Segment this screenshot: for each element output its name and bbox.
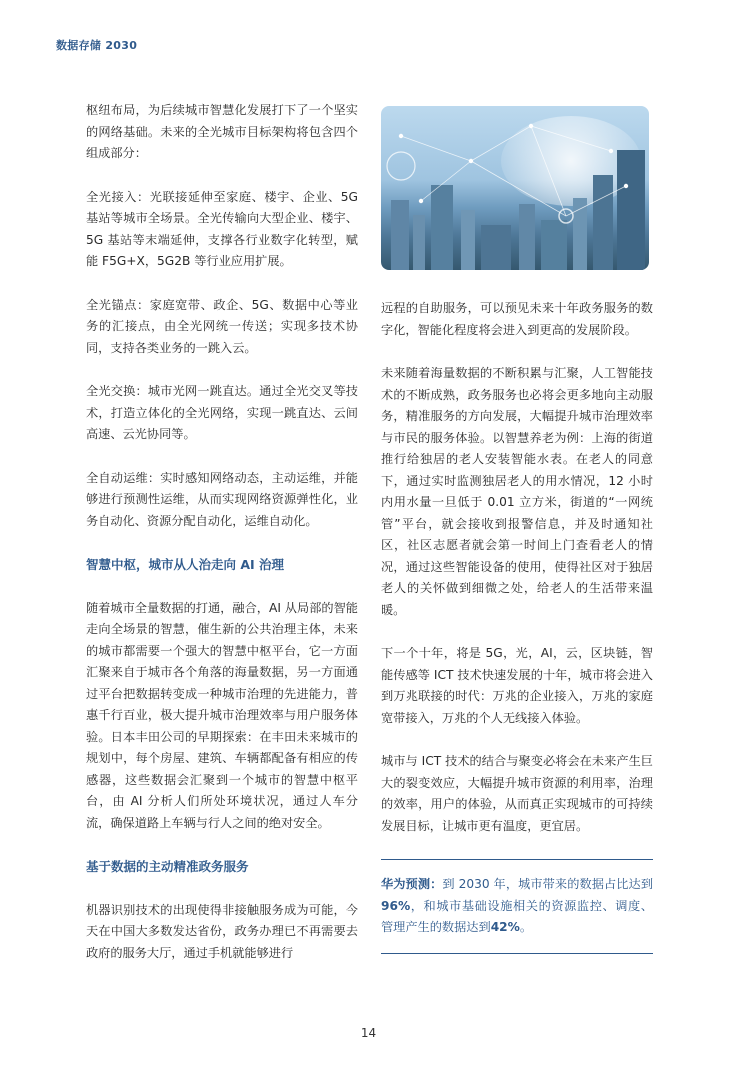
- callout-value: 42%: [490, 920, 520, 934]
- page-number: 14: [360, 1026, 377, 1040]
- paragraph: 枢纽布局，为后续城市智慧化发展打下了一个坚实的网络基础。未来的全光城市目标架构将包含四个组成部分：: [86, 103, 358, 160]
- prediction-callout: [381, 859, 653, 954]
- running-header: 数据存储 2030: [56, 39, 138, 52]
- paragraph: 远程的自助服务，可以预见未来十年政务服务的数字化，智能化程度将会进入到更高的发展阶段。: [381, 301, 653, 337]
- right-column: [381, 100, 653, 954]
- callout-value: 96%: [381, 898, 411, 913]
- callout-text-part: 。: [519, 920, 533, 934]
- paragraph: 下一个十年，将是 5G，光，AI，云，区块链，智能传感等 ICT 技术快速发展的十年，城市将会进入到万兆联接的时代：万兆的企业接入，万兆的家庭宽带接入，万兆的个人无线接入体验。: [381, 646, 653, 725]
- paragraph: 随着城市全量数据的打通，融合，AI 从局部的智能走向全场景的智慧，催生新的公共治理主体，未来的城市都需要一个强大的智慧中枢平台，它一方面汇聚来自于城市各个角落的海量数据，另一方面通过平台把数据转变成一种城市治理的先进能力，普惠千行百业，极大提升城市治理效率与用户服务体验。日本丰田公司的早期探索：在丰田未来城市的规划中，每个房屋、建筑、车辆都配备有相应的传感器，这些数据会汇聚到一个城市的智慧中枢平台，由 AI 分析人们所处环境状况，通过人车分流，确保道路上车辆与行人之间的绝对安全。: [86, 600, 358, 830]
- callout-lead: 华为预测：: [381, 877, 443, 891]
- paragraph: 全光交换：城市光网一跳直达。通过全光交叉等技术，打造立体化的全光网络，实现一跳直达、云间高速、云光协同等。: [86, 384, 358, 441]
- paragraph: 机器识别技术的出现使得非接触服务成为可能，今天在中国大多数发达省份，政务办理已不再需要去政府的服务大厅，通过手机就能够进行: [86, 902, 358, 960]
- callout-text-part: ，和城市基础设施相关的资源监控、调度、管理产生的数据达到: [381, 898, 653, 934]
- callout-text: [381, 874, 653, 939]
- paragraph: 全光接入：光联接延伸至家庭、楼宇、企业、5G 基站等城市全场景。全光传输向大型企业、楼宇、5G 基站等末端延伸，支撑各行业数字化转型，赋能 F5G+X，5G2B 等行业应用扩展。: [86, 189, 358, 268]
- paragraph: 未来随着海量数据的不断积累与汇聚，人工智能技术的不断成熟，政务服务也必将会更多地向主动服务，精准服务的方向发展，大幅提升城市治理效率与市民的服务体验。以智慧养老为例：上海的街道推行给独居的老人安装智能水表。在老人的同意下，通过实时监测独居老人的用水情况，12 小时内用水量一旦低于 0.01 立方米，街道的“一网统管”平台，就会接收到报警信息，并及时通知社区，社区志愿者就会第一时间上门查看老人的情况，通过这些智能设备的使用，使得社区对于独居老人的关怀做到细微之处，给老人的生活带来温暖。: [381, 366, 653, 617]
- city-network-image: [381, 106, 649, 270]
- paragraph: 全自动运维：实时感知网络动态，主动运维，并能够进行预测性运维，从而实现网络资源弹性化，业务自动化、资源分配自动化，运维自动化。: [86, 470, 358, 528]
- callout-text-part: 到 2030 年，城市带来的数据占比达到: [442, 877, 654, 891]
- section-heading: 基于数据的主动精准政务服务: [86, 859, 249, 874]
- left-column: [86, 100, 358, 986]
- paragraph: 城市与 ICT 技术的结合与聚变必将会在未来产生巨大的裂变效应，大幅提升城市资源的利用率，治理的效率，用户的体验，从而真正实现城市的可持续发展目标，让城市更有温度，更宜居。: [381, 754, 653, 833]
- paragraph: 全光锚点：家庭宽带、政企、5G、数据中心等业务的汇接点，由全光网统一传送；实现多技术协同，支持各类业务的一跳入云。: [86, 297, 358, 355]
- section-heading: 智慧中枢，城市从人治走向 AI 治理: [86, 557, 285, 572]
- network-lines-overlay: [381, 106, 649, 270]
